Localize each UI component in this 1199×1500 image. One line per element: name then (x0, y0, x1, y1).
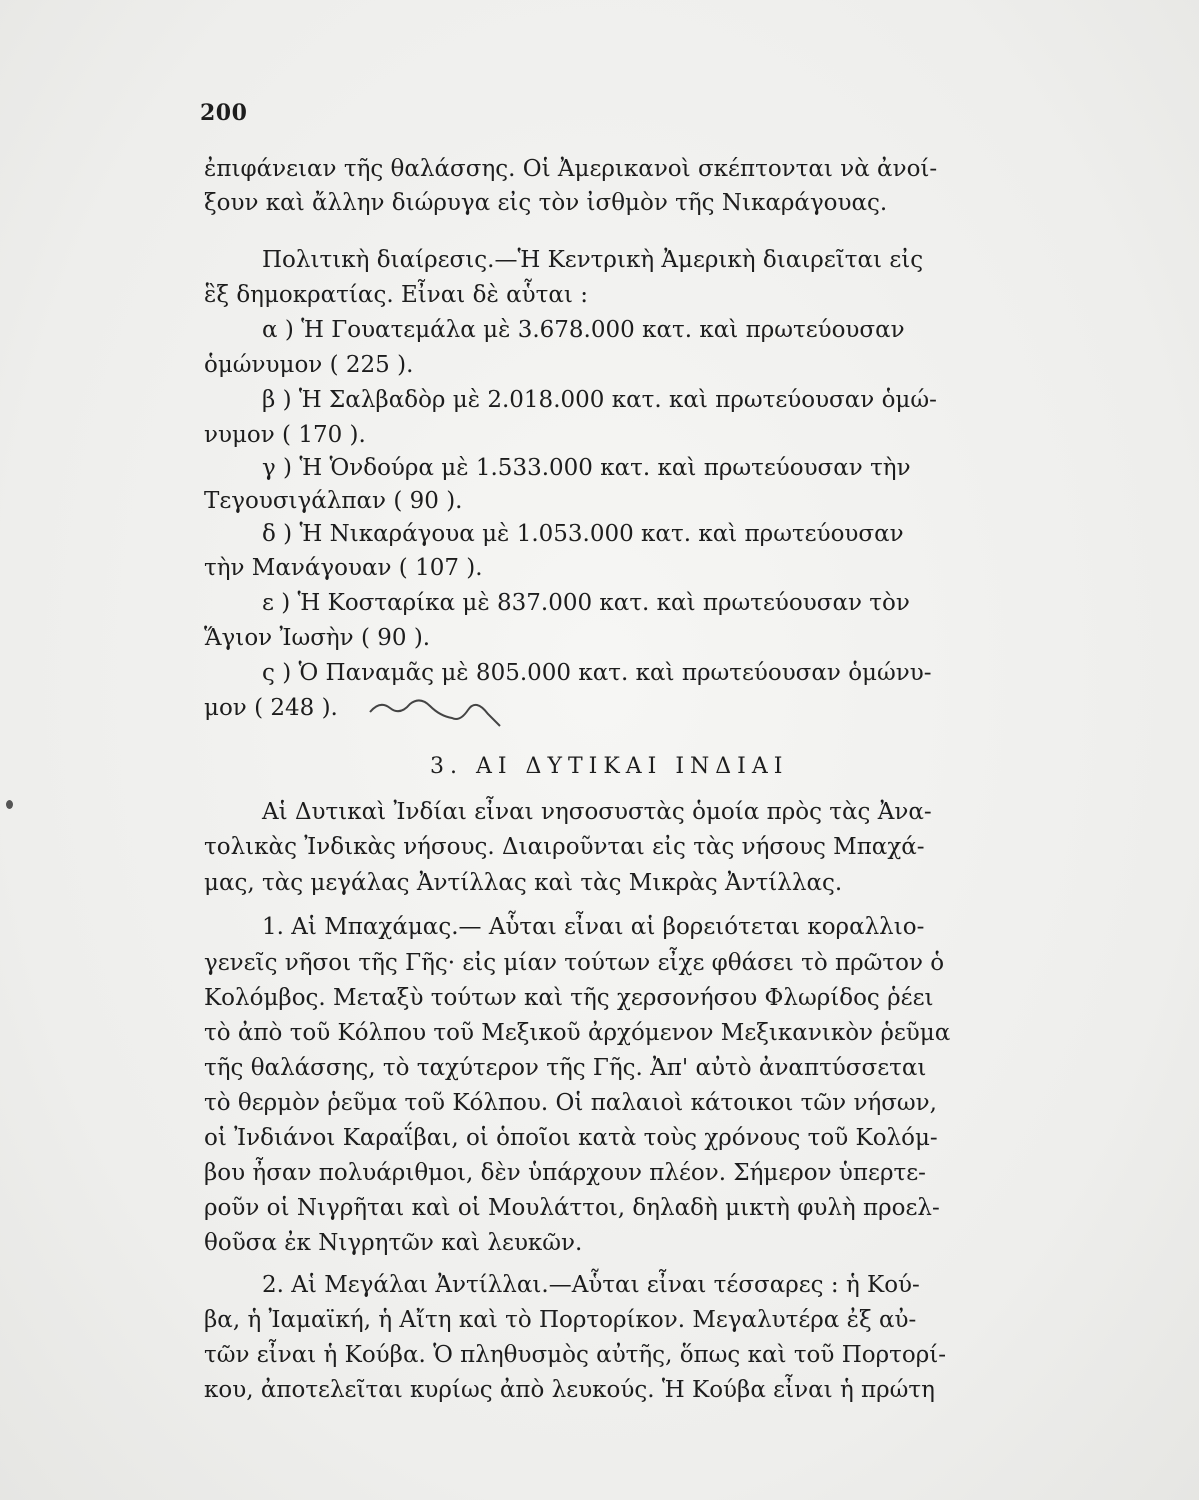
text-line: μας, τὰς μεγάλας Ἀντίλλας καὶ τὰς Μικρὰς Ἀντίλλας. (204, 870, 843, 896)
text-line: τὸ θερμὸν ῥεῦμα τοῦ Κόλπου. Οἱ παλαιοὶ κάτοικοι τῶν νήσων, (204, 1090, 937, 1116)
ink-mark (6, 800, 13, 809)
section-heading-west-indies: 3. ΑΙ ΔΥΤΙΚΑΙ ΙΝΔΙΑΙ (430, 754, 789, 779)
text-line: τὸ ἀπὸ τοῦ Κόλπου τοῦ Μεξικοῦ ἀρχόμενον Μεξικανικὸν ῥεῦμα (204, 1020, 951, 1046)
text-line: νυμον ( 170 ). (204, 422, 366, 448)
list-item-nicaragua: δ ) Ἡ Νικαράγουα μὲ 1.053.000 κατ. καὶ πρωτεύουσαν (262, 521, 904, 547)
list-item-honduras: γ ) Ἡ Ὁνδούρα μὲ 1.533.000 κατ. καὶ πρωτεύουσαν τὴν (262, 455, 911, 481)
text-line: Τεγουσιγάλπαν ( 90 ). (204, 488, 463, 514)
text-line: βα, ἡ Ἰαμαϊκή, ἡ Αἴτη καὶ τὸ Πορτορίκον. Μεγαλυτέρα ἐξ αὐ- (204, 1307, 917, 1333)
text-line: τῆς θαλάσσης, τὸ ταχύτερον τῆς Γῆς. Ἀπ' αὐτὸ ἀναπτύσσεται (204, 1055, 927, 1081)
handwritten-squiggle-icon (368, 690, 508, 730)
text-line: τὴν Μανάγουαν ( 107 ). (204, 555, 483, 581)
list-item-guatemala: α ) Ἡ Γουατεμάλα μὲ 3.678.000 κατ. καὶ πρωτεύουσαν (262, 317, 905, 343)
text-line: ροῦν οἱ Νιγρῆται καὶ οἱ Μουλάττοι, δηλαδὴ μικτὴ φυλὴ προελ- (204, 1195, 940, 1221)
subsection-bahamas: 1. Αἱ Μπαχάμας.— Αὗται εἶναι αἱ βορειότεται κοραλλιο- (262, 914, 925, 940)
text-line: κου, ἀποτελεῖται κυρίως ἀπὸ λευκούς. Ἡ Κούβα εἶναι ἡ πρώτη (204, 1377, 935, 1403)
text-line: ὁμώνυμον ( 225 ). (204, 352, 414, 378)
text-line: Αἱ Δυτικαὶ Ἰνδίαι εἶναι νησοσυστὰς ὁμοία πρὸς τὰς Ἀνα- (262, 799, 932, 825)
text-line: τολικὰς Ἰνδικὰς νήσους. Διαιροῦνται εἰς τὰς νήσους Μπαχά- (204, 834, 925, 860)
text-line: Κολόμβος. Μεταξὺ τούτων καὶ τῆς χερσονήσου Φλωρίδος ῥέει (204, 985, 934, 1011)
text-line: ξουν καὶ ἄλλην διώρυγα εἰς τὸν ἰσθμὸν τῆς Νικαράγουας. (204, 190, 888, 216)
subsection-greater-antilles: 2. Αἱ Μεγάλαι Ἀντίλλαι.—Αὗται εἶναι τέσσαρες : ἡ Κού- (262, 1272, 920, 1298)
text-line: τῶν εἶναι ἡ Κούβα. Ὁ πληθυσμὸς αὐτῆς, ὅπως καὶ τοῦ Πορτορί- (204, 1342, 947, 1368)
text-line: οἱ Ἰνδιάνοι Καραΐβαι, οἱ ὁποῖοι κατὰ τοὺς χρόνους τοῦ Κολόμ- (204, 1125, 938, 1151)
text-line: μον ( 248 ). (204, 695, 338, 721)
text-line: ἐπιφάνειαν τῆς θαλάσσης. Οἱ Ἀμερικανοὶ σκέπτονται νὰ ἀνοί- (204, 156, 938, 182)
list-item-costa-rica: ε ) Ἡ Κοσταρίκα μὲ 837.000 κατ. καὶ πρωτεύουσαν τὸν (262, 590, 910, 616)
list-item-panama: ς ) Ὁ Παναμᾶς μὲ 805.000 κατ. καὶ πρωτεύουσαν ὁμώνυ- (262, 660, 932, 686)
list-item-salvador: β ) Ἡ Σαλβαδὸρ μὲ 2.018.000 κατ. καὶ πρωτεύουσαν ὁμώ- (262, 387, 937, 413)
text-line: βου ἦσαν πολυάριθμοι, δὲν ὑπάρχουν πλέον. Σήμερον ὑπερτε- (204, 1160, 926, 1186)
text-line: ἓξ δημοκρατίας. Εἶναι δὲ αὗται : (204, 282, 588, 308)
page-number: 200 (200, 100, 248, 126)
text-line: Ἅγιον Ἰωσὴν ( 90 ). (204, 625, 431, 651)
text-line: γενεῖς νῆσοι τῆς Γῆς· εἰς μίαν τούτων εἶχε φθάσει τὸ πρῶτον ὁ (204, 950, 945, 976)
section-heading-political-division: Πολιτικὴ διαίρεσις.—Ἡ Κεντρικὴ Ἀμερικὴ διαιρεῖται εἰς (262, 247, 924, 273)
text-line: θοῦσα ἐκ Νιγρητῶν καὶ λευκῶν. (204, 1230, 583, 1256)
